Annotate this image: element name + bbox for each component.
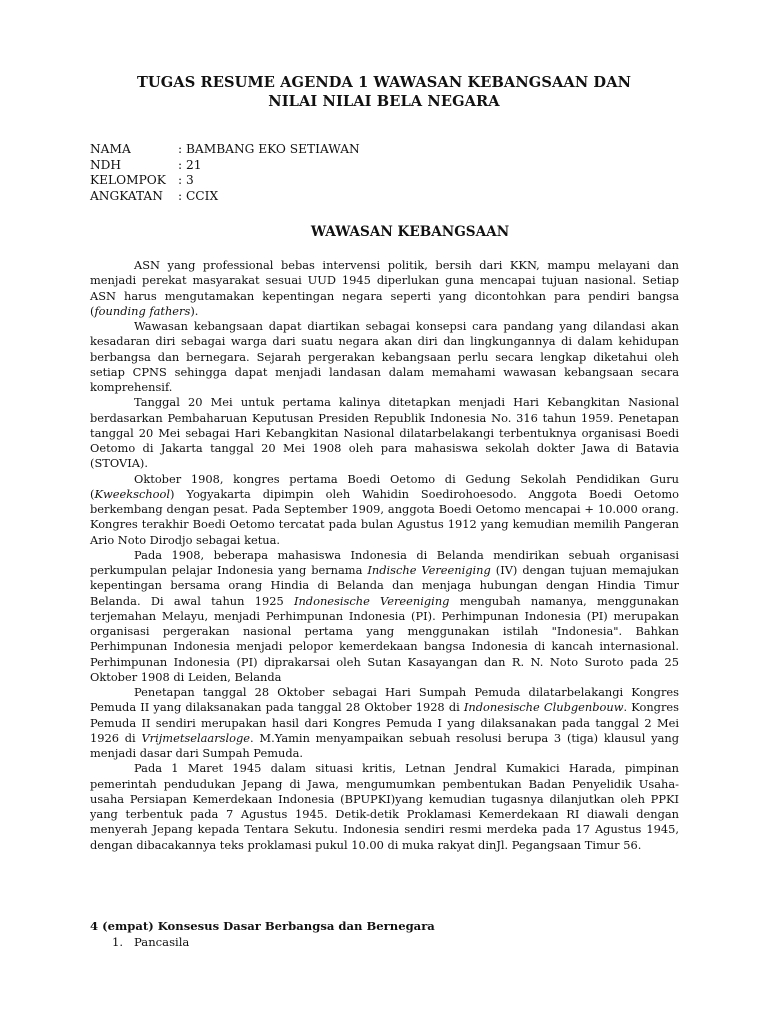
meta-row-kelompok [90,173,360,189]
meta-value: : BAMBANG EKO SETIAWAN [178,142,360,156]
meta-label: NAMA [90,142,131,156]
title-line-1: TUGAS RESUME AGENDA 1 WAWASAN KEBANGSAAN DAN [136,74,632,91]
meta-value: : CCIX [178,188,219,203]
list-item [90,935,435,951]
identity-block [90,142,360,204]
meta-value: : 21 [178,157,202,172]
meta-value: : 3 [178,173,194,187]
paragraph: Pada 1908, beberapa mahasiswa Indonesia di Belanda mendirikan sebuah organisasi perkumpulan pelajar Indonesia yang bernama Indische Vereeniging (IV) dengan tujuan memajukan kepentingan bersama orang Hindia di Belanda dan menjaga hubungan dengan Hindia Timur Belanda. Di awal tahun 1925 Indonesische Vereeniging mengubah namanya, menggunakan terjemahan Melayu, menjadi Perhimpunan Indonesia (PI). Perhimpunan Indonesia (PI) merupakan organisasi pergerakan nasional pertama yang menggunakan istilah "Indonesia". Bahkan Perhimpunan Indonesia menjadi pelopor kemerdekaan bangsa Indonesia di kancah internasional. Perhimpunan Indonesia (PI) diprakarsai oleh Sutan Kasayangan dan R. N. Noto Suroto pada 25 Oktober 1908 di Leiden, Belanda [90,547,679,684]
meta-label: ANGKATAN [90,188,163,203]
body-text [90,258,679,853]
paragraph: Oktober 1908, kongres pertama Boedi Oetomo di Gedung Sekolah Pendidikan Guru (Kweekschool) Yogyakarta dipimpin oleh Wahidin Soedirohoesodo. Anggota Boedi Oetomo berkembang dengan pesat. Pada September 1909, anggota Boedi Oetomo mencapai + 10.000 orang. Kongres terakhir Boedi Oetomo tercatat pada bulan Agustus 1912 yang kemudian memilih Pangeran Ario Noto Dirodjo sebagai ketua. [90,471,679,547]
paragraph: Pada 1 Maret 1945 dalam situasi kritis, Letnan Jendral Kumakici Harada, pimpinan pemerintah pendudukan Jepang di Jawa, mengumumkan pembentukan Badan Penyelidik Usaha-usaha Persiapan Kemerdekaan Indonesia (BPUPKI)yang kemudian tugasnya dilanjutkan oleh PPKI yang terbentuk pada 7 Agustus 1945. Detik-detik Proklamasi Kemerdekaan RI diawali dengan menyerah Jepang kepada Tentara Sekutu. Indonesia sendiri resmi merdeka pada 17 Agustus 1945, dengan dibacakannya teks proklamasi pukul 10.00 di muka rakyat dinJl. Pegangsaan Timur 56. [90,761,679,852]
document-title [90,73,678,111]
paragraph: Wawasan kebangsaan dapat diartikan sebagai konsepsi cara pandang yang dilandasi akan kesadaran diri sebagai warga dari suatu negara akan diri dan lingkungannya di dalam kehidupan berbangsa dan bernegara. Sejarah pergerakan kebangsaan perlu secara lengkap diketahui oleh setiap CPNS sehingga dapat menjadi landasan dalam memahami wawasan kebangsaan secara komprehensif. [90,319,679,394]
meta-label: NDH [90,157,122,172]
consensus-heading: 4 (empat) Konsesus Dasar Berbangsa dan Bernegara [90,919,435,933]
title-line-2: NILAI NILAI BELA NEGARA [268,93,500,110]
meta-row-angkatan [90,189,360,205]
section-heading: WAWASAN KEBANGSAAN [310,224,510,240]
list-text: Pancasila [134,934,190,949]
meta-row-nama [90,142,360,158]
consensus-section [90,919,435,950]
meta-row-ndh [90,158,360,174]
paragraph: ASN yang professional bebas intervensi politik, bersih dari KKN, mampu melayani dan menjadi perekat masyarakat sesuai UUD 1945 diperlukan guna mencapai tujuan nasional. Setiap ASN harus mengutamakan kepentingan negara seperti yang dicontohkan para pendiri bangsa (founding fathers). [90,258,679,318]
paragraph: Tanggal 20 Mei untuk pertama kalinya ditetapkan menjadi Hari Kebangkitan Nasional berdasarkan Pembaharuan Keputusan Presiden Republik Indonesia No. 316 tahun 1959. Penetapan tanggal 20 Mei sebagai Hari Kebangkitan Nasional dilatarbelakangi terbentuknya organisasi Boedi Oetomo di Jakarta tanggal 20 Mei 1908 oleh para mahasiswa sekolah dokter Jawa di Batavia (STOVIA). [90,395,679,471]
meta-label: KELOMPOK [90,173,166,187]
paragraph: Penetapan tanggal 28 Oktober sebagai Hari Sumpah Pemuda dilatarbelakangi Kongres Pemuda II yang dilaksanakan pada tanggal 28 Oktober 1928 di Indonesische Clubgenbouw. Kongres Pemuda II sendiri merupakan hasil dari Kongres Pemuda I yang dilaksanakan pada tanggal 2 Mei 1926 di Vrijmetselaarsloge. M.Yamin menyampaikan sebuah resolusi berupa 3 (tiga) klausul yang menjadi dasar dari Sumpah Pemuda. [90,685,679,760]
list-number: 1. [112,934,124,949]
